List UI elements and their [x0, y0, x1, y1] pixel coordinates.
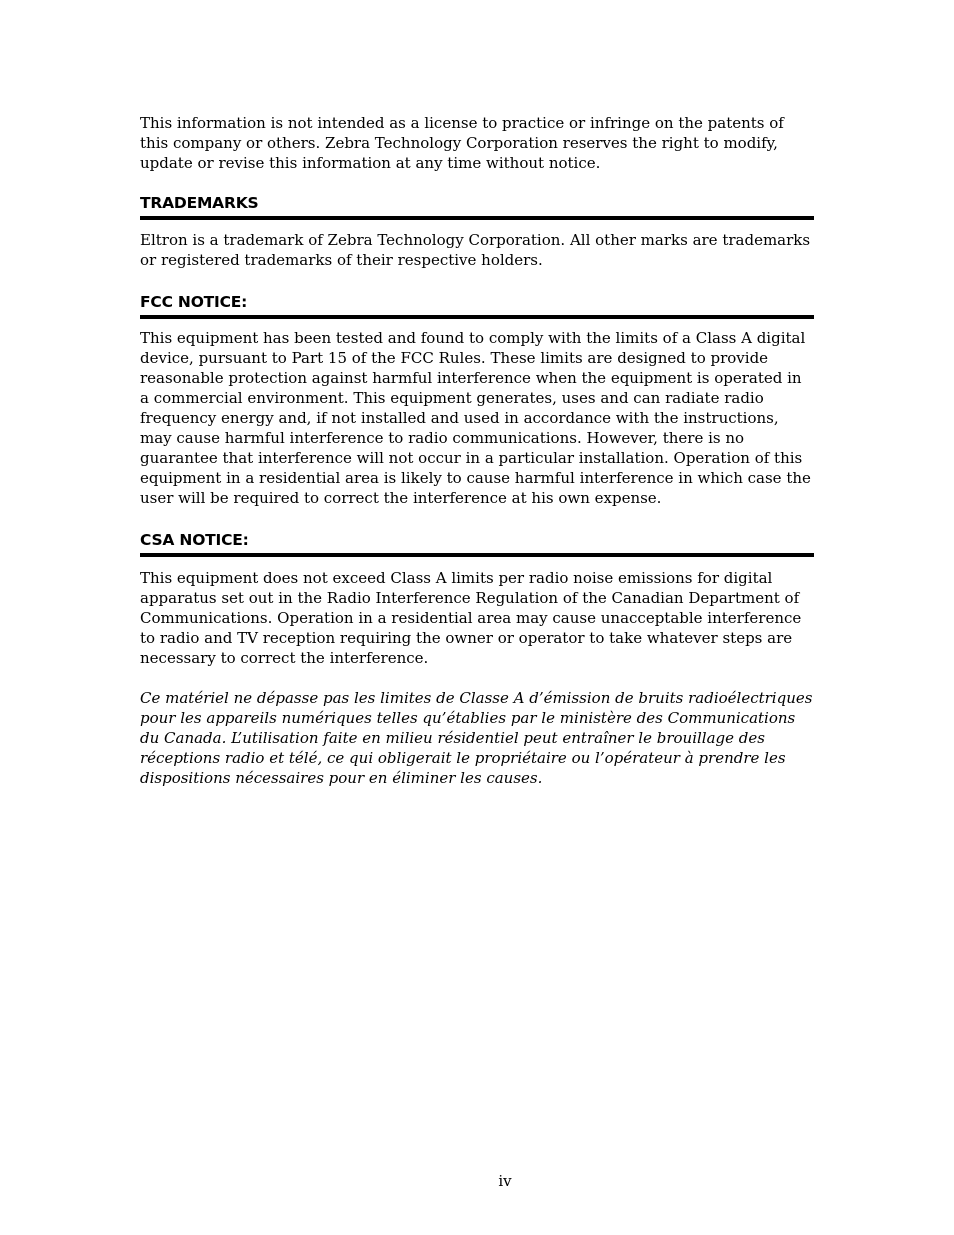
fcc-notice-section	[140, 292, 814, 508]
fcc-notice-heading: FCC NOTICE:	[140, 293, 248, 311]
page-content	[140, 113, 814, 788]
trademarks-section	[140, 193, 814, 270]
page-number: iv	[498, 1172, 512, 1190]
section-divider	[140, 315, 814, 319]
trademarks-paragraph: Eltron is a trademark of Zebra Technology Corporation. All other marks are trademarks or registered trademarks of their respective holders.	[140, 231, 811, 269]
section-divider	[140, 553, 814, 557]
intro-paragraph: This information is not intended as a license to practice or infringe on the patents of this company or others. Zebra Technology Corporation reserves the right to modify, update or revise this information at any time without notice.	[140, 114, 784, 172]
trademarks-heading: TRADEMARKS	[140, 194, 259, 212]
fcc-notice-paragraph: This equipment has been tested and found to comply with the limits of a Class A digital device, pursuant to Part 15 of the FCC Rules. These limits are designed to provide reasonable protection against harmful interference when the equipment is operated in a commercial environment. This equipment generates, uses and can radiate radio frequency energy and, if not installed and used in accordance with the instructions, may cause harmful interference to radio communications. However, there is no guarantee that interference will not occur in a particular installation. Operation of this equipment in a residential area is likely to cause harmful interference in which case the user will be required to correct the interference at his own expense.	[140, 329, 811, 507]
csa-notice-section	[140, 530, 814, 788]
csa-notice-paragraph-french: Ce matériel ne dépasse pas les limites de Classe A d’émission de bruits radioélectriques pour les appareils numériques telles qu’établies par le ministère des Communications du Canada. L’utilisation faite en milieu résidentiel peut entraîner le brouillage des réceptions radio et télé, ce qui obligerait le propriétaire ou l’opérateur à prendre les dispositions nécessaires pour en éliminer les causes.	[140, 689, 813, 787]
csa-notice-heading: CSA NOTICE:	[140, 531, 249, 549]
section-divider	[140, 216, 814, 220]
csa-notice-paragraph-english: This equipment does not exceed Class A limits per radio noise emissions for digital apparatus set out in the Radio Interference Regulation of the Canadian Department of Communications. Operation in a residential area may cause unacceptable interference to radio and TV reception requiring the owner or operator to take whatever steps are necessary to correct the interference.	[140, 569, 802, 667]
